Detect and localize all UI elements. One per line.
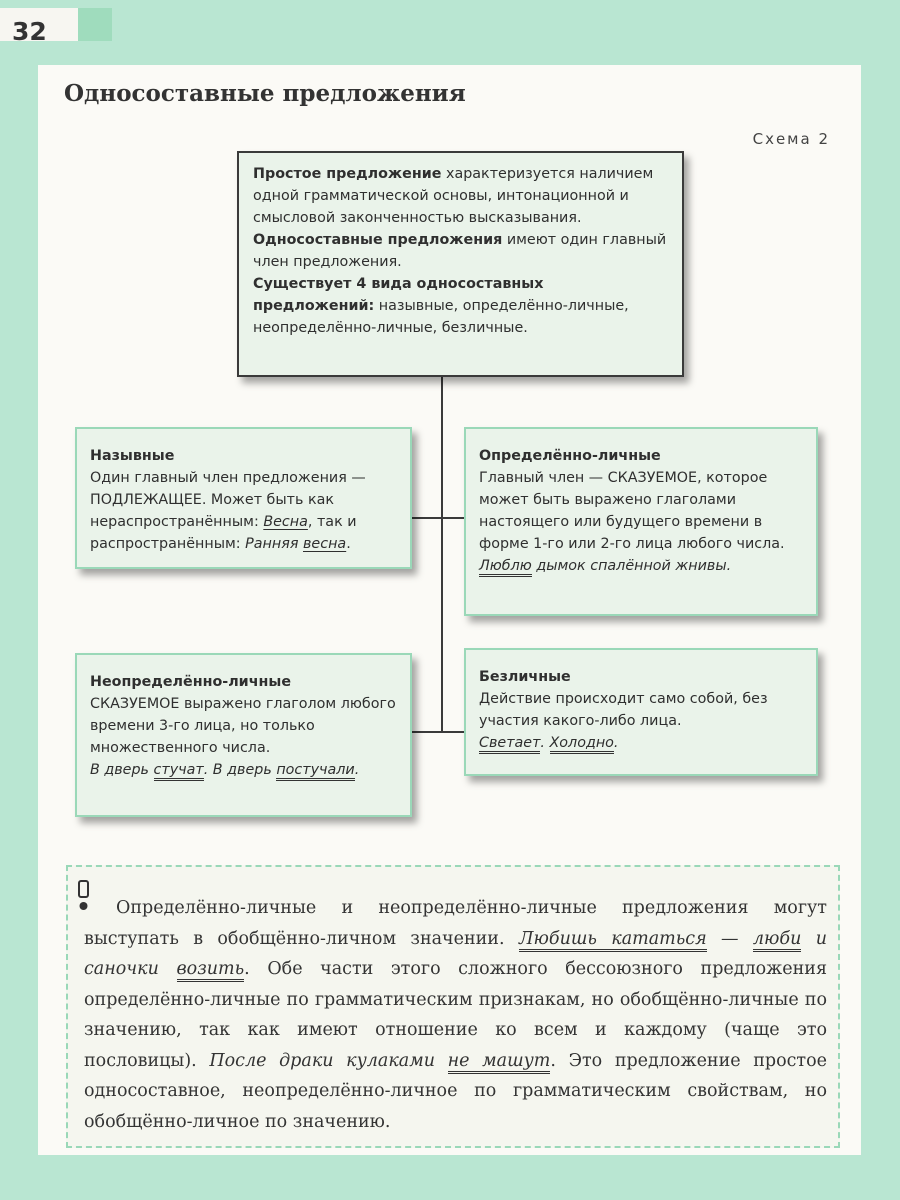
simple-sentence-definition: характеризуется наличием одной грамматической основы, интонационной и смысловой законченностью высказывания. xyxy=(253,166,654,226)
punctuation: . xyxy=(346,536,351,552)
one-part-term: Односоставные предложения xyxy=(253,232,503,248)
punctuation: . xyxy=(540,735,550,751)
punctuation: . xyxy=(613,735,619,751)
example-modifier: Ранняя xyxy=(245,536,303,552)
type-description: Главный член — СКАЗУЕМОЕ, которое может быть выражено глаголами настоящего или будущего времени в форме 1-го или 2-го лица любого числа. xyxy=(479,470,785,552)
example-subject: весна xyxy=(303,536,347,552)
main-definition-box xyxy=(237,151,684,377)
note-text xyxy=(84,893,827,1137)
example-subject: Весна xyxy=(263,514,308,530)
connector-bottom xyxy=(412,731,464,733)
example-rest: дымок спалённой жнивы. xyxy=(531,558,732,574)
connector-top xyxy=(412,517,464,519)
example-predicate: Светает xyxy=(479,735,540,754)
example-text: и саночки xyxy=(84,928,827,979)
example-text: После драки кулаками xyxy=(209,1050,448,1071)
type-box-nominative xyxy=(75,427,412,569)
punctuation: . xyxy=(354,762,360,778)
type-title: Назывные xyxy=(90,448,175,464)
example-predicate: не машут xyxy=(448,1051,551,1074)
type-box-definite-personal xyxy=(464,427,818,616)
simple-sentence-term: Простое предложение xyxy=(253,166,442,182)
one-part-definition: имеют один главный член предложения. xyxy=(253,232,667,270)
type-box-impersonal xyxy=(464,648,818,776)
type-title: Определённо-личные xyxy=(479,448,661,464)
note-paragraph: . Это предложение простое односоставное, неопределённо-личное по грамматическим свойствам, но обобщённо-личное по значению. xyxy=(84,1050,828,1132)
example-predicate: постучали xyxy=(276,762,354,781)
type-description: Один главный член предложения — ПОДЛЕЖАЩЕЕ. Может быть как нераспространённым: xyxy=(90,470,366,530)
type-description: Действие происходит само собой, без участия какого-либо лица. xyxy=(479,691,768,729)
type-description: СКАЗУЕМОЕ выражено глаголом любого времени 3-го лица, но только множественного числа. xyxy=(90,696,396,756)
page-title: Односоставные предложения xyxy=(64,80,466,107)
type-title: Неопределённо-личные xyxy=(90,674,292,690)
example-text: — xyxy=(706,928,753,949)
example-predicate: возить xyxy=(177,959,245,982)
example-predicate: Холодно xyxy=(550,735,614,754)
example-text: . В дверь xyxy=(203,762,277,778)
note-paragraph: . Обе части этого сложного бессоюзного предложения определённо-личные по грамматическим признакам, но обобщённо-личные по значению, так как имеют отношение ко всем и каждому (чаще это пословицы). xyxy=(84,959,828,1071)
example-predicate: Любишь кататься xyxy=(519,929,707,952)
type-box-indefinite-personal xyxy=(75,653,412,817)
type-description-cont: , так и распространённым: xyxy=(90,514,357,552)
page-number-box xyxy=(0,8,78,46)
page-tab-decoration xyxy=(78,8,112,41)
example-text: В дверь xyxy=(90,762,154,778)
connector-vertical xyxy=(441,377,443,733)
note-paragraph: Определённо-личные и неопределённо-личные предложения могут выступать в обобщённо-личном значении. xyxy=(84,898,827,949)
scheme-label: Схема 2 xyxy=(752,130,830,148)
four-types-term: Существует 4 вида односоставных предложений: xyxy=(253,276,544,314)
example-predicate: люби xyxy=(753,929,802,952)
page-number: 32 xyxy=(12,17,47,46)
example-predicate: Люблю xyxy=(479,558,532,577)
four-types-list: назывные, определённо-личные, неопределённо-личные, безличные. xyxy=(253,298,629,336)
type-title: Безличные xyxy=(479,669,571,685)
example-predicate: стучат xyxy=(154,762,204,781)
